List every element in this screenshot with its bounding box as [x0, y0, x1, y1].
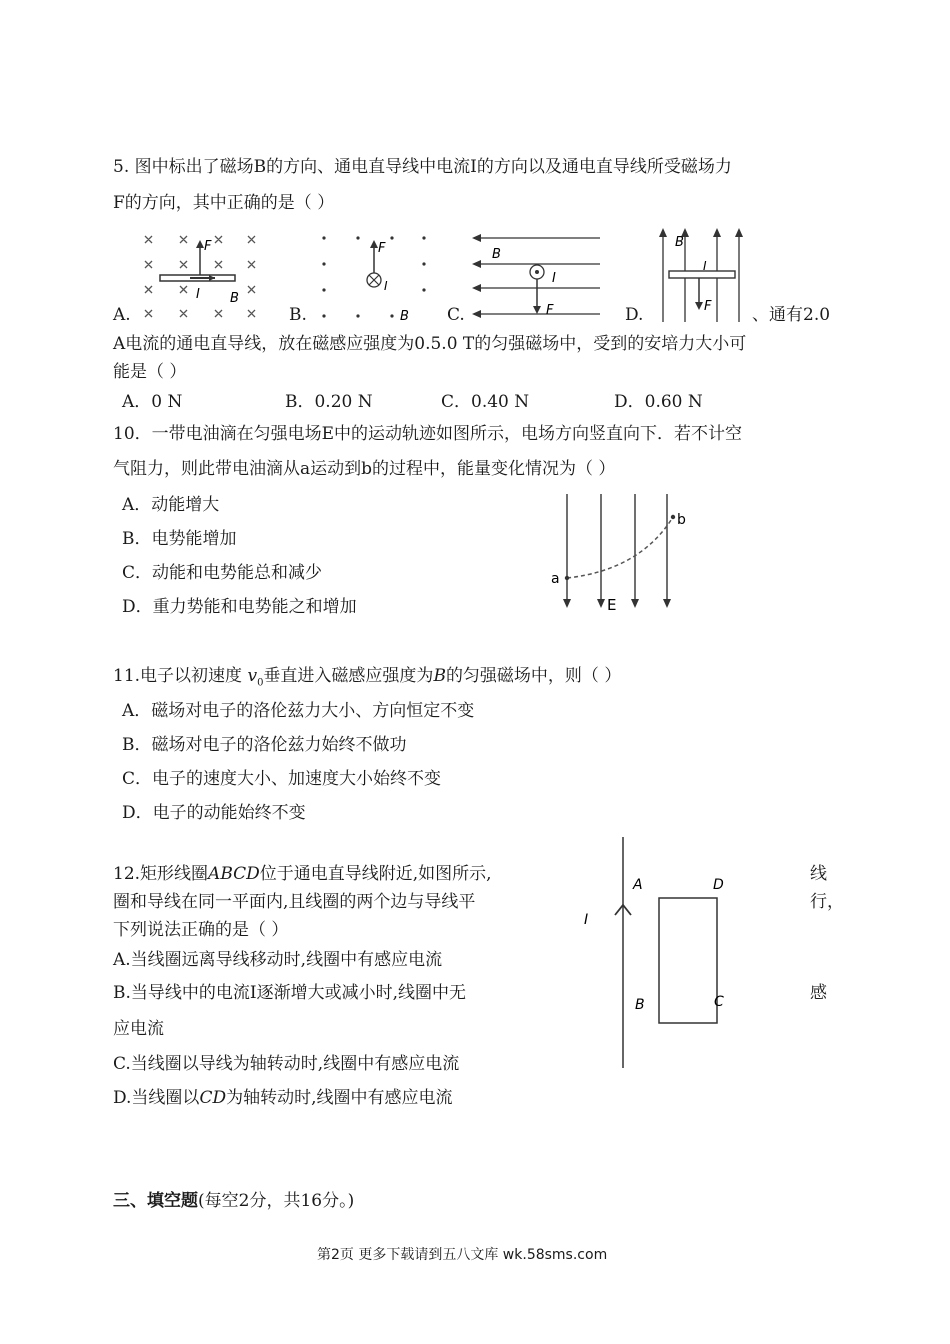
trajectory — [567, 517, 673, 578]
q12-line3: 下列说法正确的是（ ） — [113, 920, 289, 940]
q9-option-a: A．0 N — [122, 392, 183, 412]
label-B: B — [635, 997, 645, 1013]
label-A: A — [633, 877, 643, 893]
q9-option-c: C．0.40 N — [441, 392, 530, 412]
fig-c-B: B — [492, 247, 501, 262]
q5-option-c: C. — [447, 305, 465, 325]
q10-option-b: B．电势能增加 — [122, 529, 237, 549]
q5-line2: F的方向，其中正确的是（ ） — [113, 193, 335, 213]
q5-figure-c — [470, 232, 605, 322]
q12-line1-tail: 线 — [810, 864, 827, 884]
fig-d-B: B — [675, 235, 684, 250]
label-I: I — [584, 912, 589, 928]
q9-line3: 能是（ ） — [113, 362, 187, 382]
q12-option-c: C.当线圈以导线为轴转动时,线圈中有感应电流 — [113, 1054, 460, 1074]
q10-option-d: D．重力势能和电势能之和增加 — [122, 597, 357, 617]
q11-option-d: D．电子的动能始终不变 — [122, 803, 306, 823]
fig-a-I: I — [196, 287, 200, 302]
fig-b-F: F — [378, 241, 386, 256]
fig-a-F: F — [204, 239, 212, 254]
fig-d-F: F — [704, 299, 712, 314]
q9-option-b: B．0.20 N — [285, 392, 373, 412]
q10-option-a: A．动能增大 — [122, 495, 220, 515]
label-b: b — [677, 512, 686, 528]
section3-heading: 三、填空题(每空2分，共16分。) — [113, 1191, 355, 1211]
label-E: E — [607, 596, 617, 614]
fig-c-F: F — [546, 303, 554, 318]
q12-option-b-tail: 感 — [810, 983, 827, 1003]
label-a: a — [551, 571, 560, 587]
q12-line2-tail: 行， — [810, 892, 844, 912]
q5-figure-b — [318, 232, 438, 322]
point-a — [565, 576, 569, 580]
q12-option-b-cont: 应电流 — [113, 1019, 164, 1039]
q5-figure-a — [140, 232, 270, 322]
q5-line1: 5. 图中标出了磁场B的方向、通电直导线中电流I的方向以及通电直导线所受磁场力 — [113, 157, 732, 177]
fig-b-I: I — [384, 279, 388, 293]
wire-rect — [669, 271, 735, 278]
q11-option-b: B．磁场对电子的洛伦兹力始终不做功 — [122, 735, 407, 755]
fig-a-B: B — [230, 291, 239, 306]
fig-c-I: I — [552, 271, 556, 286]
q11-option-c: C．电子的速度大小、加速度大小始终不变 — [122, 769, 442, 789]
q10-option-c: C．动能和电势能总和减少 — [122, 563, 323, 583]
q12-option-a: A.当线圈远离导线移动时,线圈中有感应电流 — [113, 950, 443, 970]
q10-line1: 10．一带电油滴在匀强电场E中的运动轨迹如图所示，电场方向竖直向下．若不计空 — [113, 424, 743, 444]
q5-option-a: A. — [113, 305, 131, 325]
q12-option-d: D.当线圈以CD为轴转动时,线圈中有感应电流 — [113, 1088, 453, 1108]
label-D: D — [713, 877, 724, 893]
q9-line1-tail: 、通有2.0 — [752, 305, 831, 325]
q9-line2: A电流的通电直导线，放在磁感应强度为0.5.0 T的匀强磁场中，受到的安培力大小可 — [113, 334, 747, 354]
point-b — [671, 515, 675, 519]
page-footer: 第2页 更多下载请到五八文库 wk.58sms.com — [317, 1247, 608, 1263]
q5-option-b: B. — [289, 305, 307, 325]
q9-option-d: D．0.60 N — [614, 392, 703, 412]
q12-option-b: B.当导线中的电流I逐渐增大或减小时,线圈中无 — [113, 983, 467, 1003]
q11-line1: 11.电子以初速度 $v_0$垂直进入磁感应强度为B的匀强磁场中，则（ ） — [113, 666, 622, 689]
q12-line1: 12.矩形线圈ABCD位于通电直导线附近,如图所示, — [113, 864, 492, 884]
q10-figure — [545, 490, 705, 620]
q12-line2: 圈和导线在同一平面内,且线圈的两个边与导线平 — [113, 892, 476, 912]
field-lines — [567, 494, 667, 602]
q5-option-d: D. — [625, 305, 644, 325]
q12-figure — [578, 835, 758, 1075]
coil-abcd — [659, 898, 717, 1023]
fig-d-I: I — [703, 259, 707, 273]
q5-figure-d — [655, 226, 745, 322]
q11-option-a: A．磁场对电子的洛伦兹力大小、方向恒定不变 — [122, 701, 475, 721]
label-C: C — [714, 994, 724, 1010]
fig-b-B: B — [400, 309, 409, 324]
q10-line2: 气阻力，则此带电油滴从a运动到b的过程中，能量变化情况为（ ） — [113, 459, 616, 479]
